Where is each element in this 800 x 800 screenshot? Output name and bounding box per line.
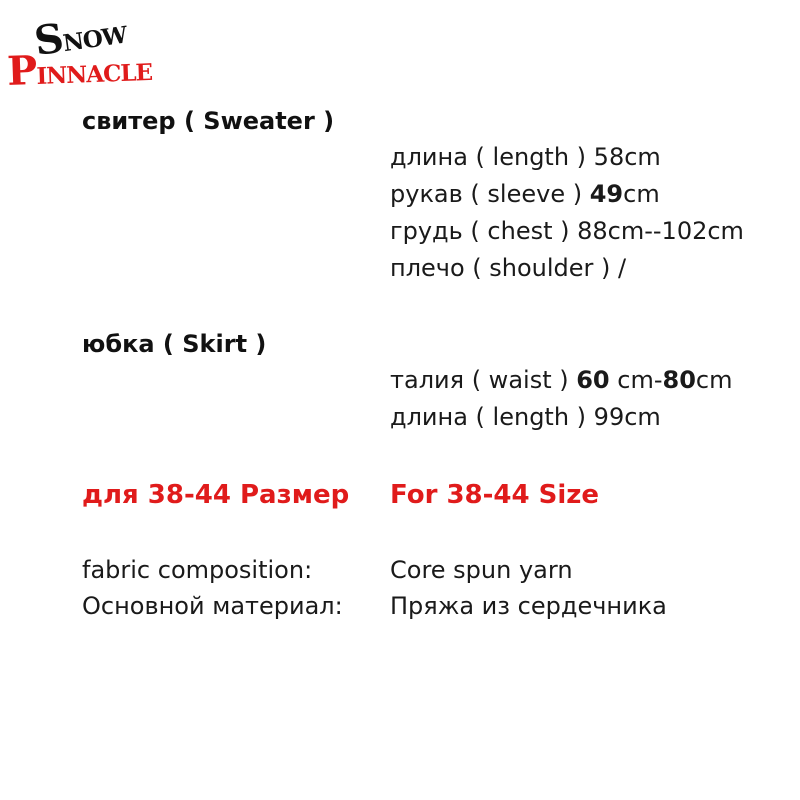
- waist-unit: cm: [695, 366, 733, 394]
- waist-sep: cm-: [609, 366, 663, 394]
- skirt-heading: юбка ( Skirt ): [82, 330, 267, 358]
- logo-word-pinnacle: PINNACLE: [6, 47, 153, 95]
- fabric-label-en: fabric composition:: [82, 556, 313, 584]
- sweater-length: длина ( length ) 58cm: [390, 143, 661, 171]
- sweater-chest: грудь ( chest ) 88cm--102cm: [390, 217, 744, 245]
- size-ru: для 38-44 Размер: [82, 480, 350, 510]
- waist-min: 60: [576, 366, 610, 394]
- sweater-shoulder: плечо ( shoulder ) /: [390, 254, 627, 282]
- brand-logo: [6, 14, 176, 95]
- size-en: For 38-44 Size: [390, 480, 600, 510]
- waist-label: талия ( waist ): [390, 366, 569, 394]
- skirt-waist: [390, 366, 733, 394]
- skirt-length: длина ( length ) 99cm: [390, 403, 661, 431]
- sweater-sleeve: [390, 180, 660, 208]
- fabric-label-ru: Основной материал:: [82, 592, 343, 620]
- sweater-heading: свитер ( Sweater ): [82, 107, 335, 135]
- sleeve-label: рукав ( sleeve ): [390, 180, 583, 208]
- fabric-value-ru: Пряжа из сердечника: [390, 592, 667, 620]
- sleeve-unit: cm: [623, 180, 660, 208]
- fabric-value-en: Core spun yarn: [390, 556, 573, 584]
- logo-word-snow: SNOW: [31, 14, 129, 66]
- sleeve-value: 49: [589, 180, 624, 208]
- waist-max: 80: [662, 366, 696, 394]
